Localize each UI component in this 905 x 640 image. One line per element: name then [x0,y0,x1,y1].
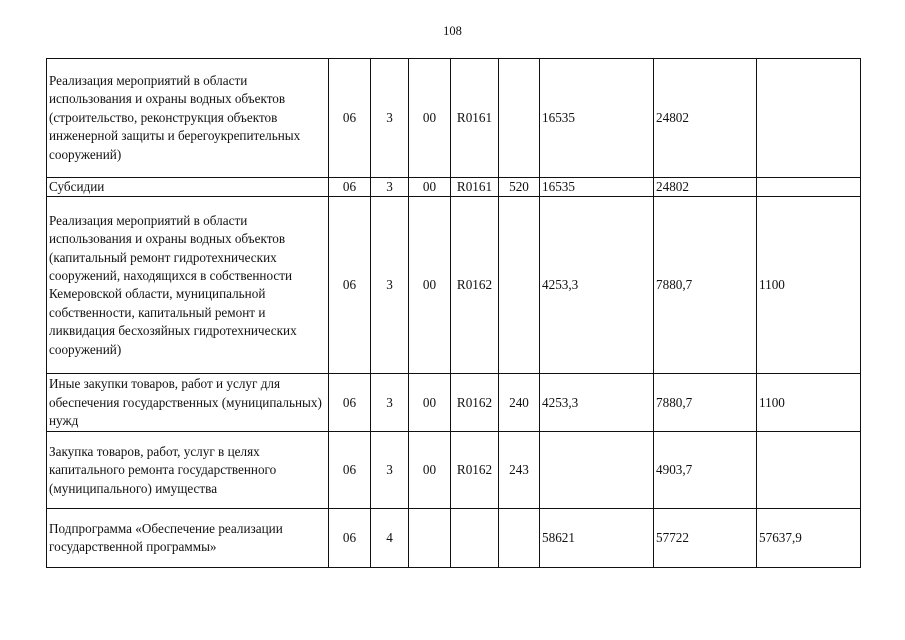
table-row [47,374,861,432]
row-description: Реализация мероприятий в области использования и охраны водных объектов (строительство, реконструкция объектов инженерной защиты и берегоукрепительных сооружений) [47,59,329,178]
program-code: 4 [371,509,409,568]
row-description: Иные закупки товаров, работ и услуг для обеспечения государственных (муниципальных) нужд [47,374,329,432]
article-code: R0162 [451,432,499,509]
page-number: 108 [443,24,462,38]
table-row [47,509,861,568]
amount-year-2: 24802 [654,59,757,178]
table-row [47,59,861,178]
article-code [451,509,499,568]
amount-year-3: 1100 [757,374,861,432]
budget-table [46,58,861,568]
section-code: 06 [329,197,371,374]
subprogram-code: 00 [409,197,451,374]
article-code: R0162 [451,374,499,432]
section-code: 06 [329,374,371,432]
amount-year-1: 16535 [540,178,654,197]
amount-year-3: 1100 [757,197,861,374]
expense-type-code [499,197,540,374]
section-code: 06 [329,509,371,568]
amount-year-1 [540,432,654,509]
subprogram-code: 00 [409,374,451,432]
amount-year-2: 57722 [654,509,757,568]
amount-year-1: 4253,3 [540,374,654,432]
subprogram-code: 00 [409,178,451,197]
section-code: 06 [329,59,371,178]
amount-year-3 [757,178,861,197]
subprogram-code [409,509,451,568]
amount-year-3 [757,432,861,509]
program-code: 3 [371,197,409,374]
expense-type-code [499,509,540,568]
section-code: 06 [329,432,371,509]
row-description: Закупка товаров, работ, услуг в целях капитального ремонта государственного (муниципального) имущества [47,432,329,509]
section-code: 06 [329,178,371,197]
article-code: R0161 [451,178,499,197]
subprogram-code: 00 [409,59,451,178]
amount-year-1: 16535 [540,59,654,178]
program-code: 3 [371,59,409,178]
amount-year-1: 58621 [540,509,654,568]
program-code: 3 [371,374,409,432]
amount-year-2: 7880,7 [654,374,757,432]
article-code: R0161 [451,59,499,178]
amount-year-3 [757,59,861,178]
table-row [47,178,861,197]
program-code: 3 [371,432,409,509]
expense-type-code [499,59,540,178]
expense-type-code: 243 [499,432,540,509]
row-description: Субсидии [47,178,329,197]
expense-type-code: 240 [499,374,540,432]
expense-type-code: 520 [499,178,540,197]
row-description: Реализация мероприятий в области использования и охраны водных объектов (капитальный ремонт гидротехнических сооружений, находящихся в собственности Кемеровской области, муниципальной собственности, капитальный ремонт и ликвидация бесхозяйных гидротехнических сооружений) [47,197,329,374]
amount-year-2: 7880,7 [654,197,757,374]
program-code: 3 [371,178,409,197]
table-row [47,432,861,509]
amount-year-1: 4253,3 [540,197,654,374]
subprogram-code: 00 [409,432,451,509]
table-row [47,197,861,374]
row-description: Подпрограмма «Обеспечение реализации государственной программы» [47,509,329,568]
amount-year-2: 4903,7 [654,432,757,509]
article-code: R0162 [451,197,499,374]
amount-year-2: 24802 [654,178,757,197]
amount-year-3: 57637,9 [757,509,861,568]
